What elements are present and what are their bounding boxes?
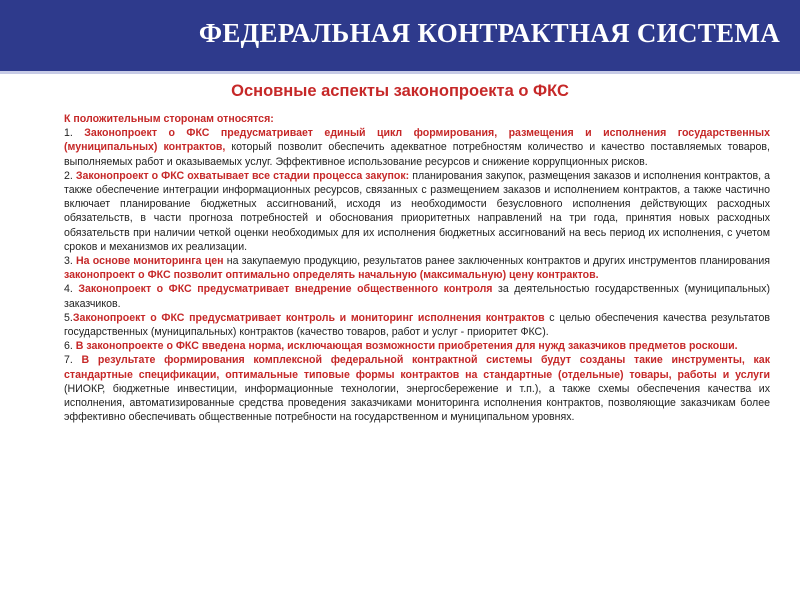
item-number: 2.: [64, 169, 76, 182]
item-highlight: На основе мониторинга цен: [76, 255, 224, 268]
item-highlight-2: законопроект о ФКС позволит оптимально определять начальную (максимальную) цену контрактов.: [64, 269, 599, 282]
item-highlight: Законопроект о ФКС предусматривает единый цикл формирования, размещения и исполнения государственных (муниципальных) контрактов,: [64, 127, 770, 154]
slide-subtitle: Основные аспекты законопроекта о ФКС: [231, 82, 569, 100]
item-number: 4.: [64, 283, 79, 296]
intro-line: К положительным сторонам относятся:: [64, 113, 274, 125]
item-highlight: В результате формирования комплексной федеральной контрактной системы будут созданы такие инструменты, как стандартные спецификации, оптимальные типовые формы контрактов на стандартные (отдельные) товары, работы и услуги: [64, 354, 771, 381]
item-highlight: В законопроекте о ФКС введена норма, исключающая возможности приобретения для нужд заказчиков предметов роскоши.: [75, 340, 738, 353]
item-highlight: Законопроект о ФКС предусматривает контроль и мониторинг исполнения контрактов: [72, 311, 545, 324]
item-text: который позволит обеспечить адекватное потребностям количество и качество поставляемых товаров, выполняемых работ и оказываемых услуг. Эффективное использование ресурсов и снижение коррупционных рисков.: [64, 141, 770, 168]
list-item: [64, 169, 770, 254]
item-number: 7.: [64, 354, 82, 367]
item-text: планирования закупок, размещения заказов и исполнения контрактов, а также обеспечение интеграции информационных ресурсов, связанных с размещением заказов и исполнением контрактов, а также частично включает планирование бюджетных ассигнований, исходя из необходимости безусловного исполнения действующих расходных обязательств, в части прогноза потребностей и обоснования приоритетных направлений на три года, принятия новых расходных обязательств при наличии четкой оценки необходимых для их исполнения бюджетных ассигнований на весь период их исполнения, с учетом сроков и механизмов их реализации.: [64, 169, 770, 253]
item-text: (НИОКР, бюджетные инвестиции, информационные технологии, энергосбережение и т.п.), а также схемы обеспечения качества их исполнения, автоматизированные средства проведения заказчиками мониторинга исполнения контрактов, позволяющие заказчикам более эффективно обеспечивать общественные потребности на государственном и муниципальном уровнях.: [64, 382, 770, 424]
item-number: 3.: [64, 255, 77, 268]
item-number: 1.: [64, 127, 85, 140]
list-item: [64, 353, 770, 424]
item-text: за деятельностью государственных (муниципальных) заказчиков.: [64, 283, 770, 310]
item-number: 6.: [64, 340, 76, 353]
header-bar: [0, 0, 800, 74]
item-highlight: Законопроект о ФКС охватывает все стадии процесса закупок:: [75, 169, 410, 182]
content-body: [64, 112, 770, 424]
list-item: [64, 311, 770, 339]
list-item: [64, 339, 770, 353]
slide-title: ФЕДЕРАЛЬНАЯ КОНТРАКТНАЯ СИСТЕМА: [198, 18, 780, 48]
item-text: с целью обеспечения качества результатов государственных (муниципальных) контрактов (качество товаров, работ и услуг - приоритет ФКС).: [64, 311, 770, 339]
list-item: [64, 254, 770, 282]
item-number: 5.: [64, 311, 73, 324]
item-text: на закупаемую продукцию, результатов ранее заключенных контрактов и других инструментов планирования: [223, 255, 770, 268]
list-item: [64, 126, 770, 169]
item-highlight: Законопроект о ФКС предусматривает внедрение общественного контроля: [78, 283, 493, 296]
list-item: [64, 282, 770, 310]
